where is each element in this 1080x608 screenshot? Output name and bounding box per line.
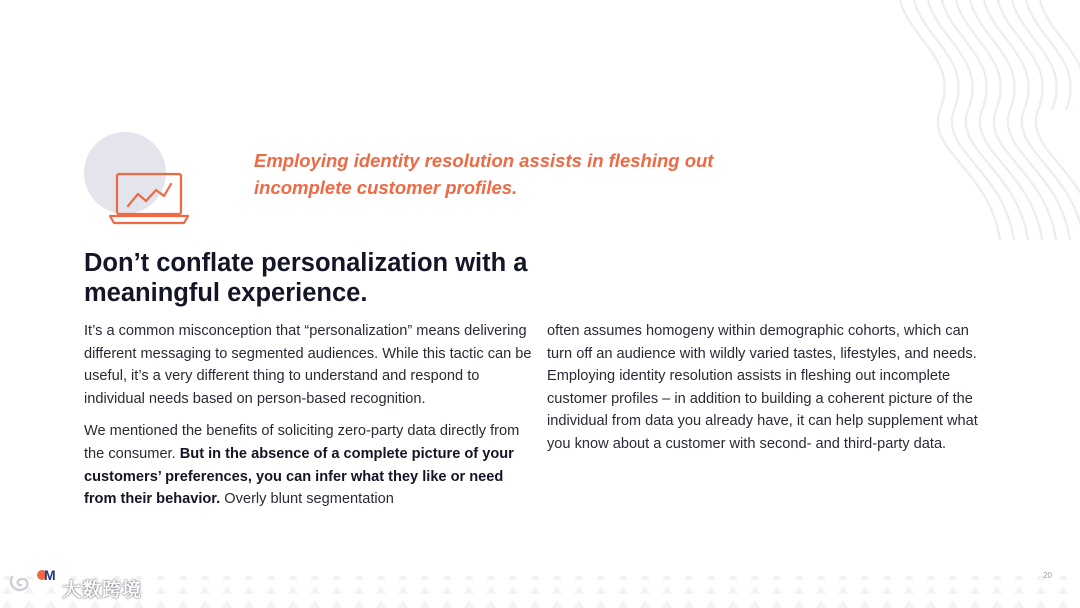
page-title-line: Don’t conflate personalization with a [84, 249, 528, 277]
paragraph-text: Overly blunt segmentation [220, 491, 394, 508]
page-number: 20 [1043, 571, 1052, 580]
paragraph: often assumes homogeny within demographic cohorts, which can turn off an audience with wildly varied tastes, lifestyles, and needs. Employing identity resolution assists in fleshing out incomplete customer profiles – in addition to building a coherent picture of the individual from data you already have, it can help supplement what you know about a customer with second- and third-party data. [547, 323, 978, 452]
laptop-chart-illustration [84, 132, 194, 232]
watermark-text: 大数跨境 [62, 580, 143, 601]
watermark-logo [8, 565, 158, 605]
wave-pattern-decoration [880, 0, 1080, 240]
dot-pattern-decoration [0, 568, 1080, 608]
laptop-chart-icon [108, 170, 192, 228]
body-column-right [547, 320, 987, 466]
paragraph: It’s a common misconception that “personalization” means delivering different messaging to segmented audiences. While this tactic can be useful, it’s a very different thing to understand and respond to individual needs based on person-based recognition. [84, 323, 532, 407]
page-title [84, 248, 554, 308]
pull-quote-line: incomplete customer profiles. [254, 177, 518, 198]
pull-quote-line: Employing identity resolution assists in fleshing out [254, 150, 714, 171]
paragraph-bold-text: But in the absence of a complete picture of your customers’ preferences, you can infer what they like or need from their behavior. [84, 445, 514, 508]
paragraph-text: We mentioned the benefits of soliciting zero-party data directly from the consumer. [84, 423, 520, 462]
brand-logo-mark: M [44, 567, 56, 583]
page-title-line: meaningful experience. [84, 279, 368, 307]
brand-logo-icon [36, 565, 60, 585]
paragraph [84, 420, 539, 510]
swirl-icon [8, 573, 34, 595]
body-column-left [84, 320, 539, 521]
pull-quote [254, 147, 774, 201]
